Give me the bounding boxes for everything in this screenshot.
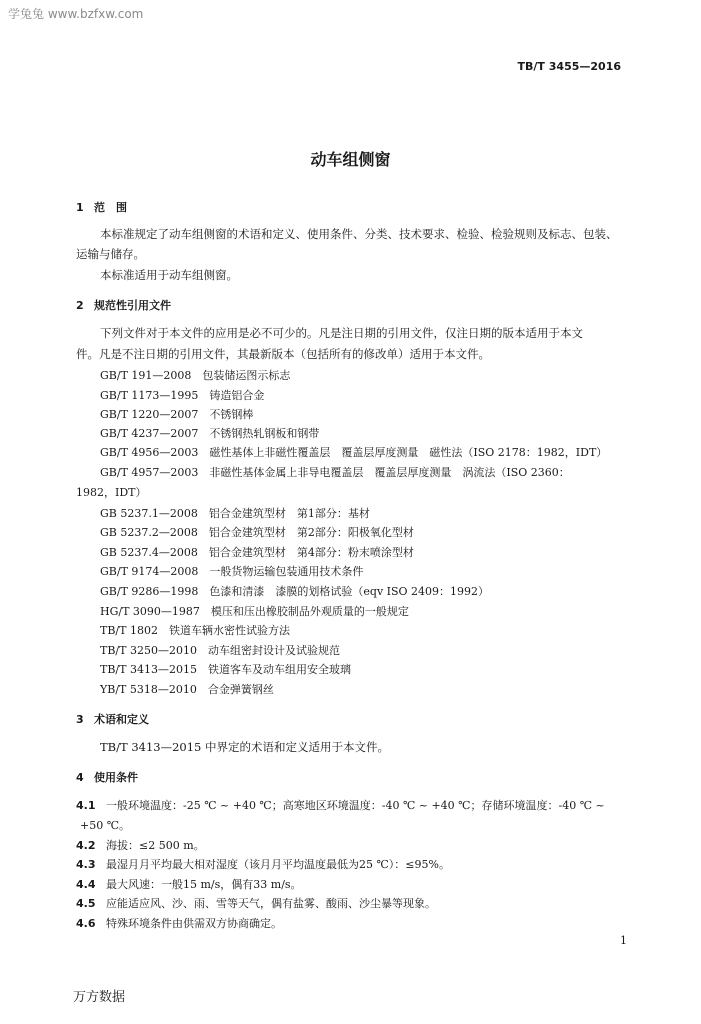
section-number: 4 [76, 771, 84, 784]
clause-text: +50 ℃。 [80, 819, 131, 832]
page-number: 1 [620, 934, 627, 947]
clause-text: 应能适应风、沙、雨、雪等天气，偶有盐雾、酸雨、沙尘暴等现象。 [106, 897, 436, 910]
condition-item [76, 876, 302, 892]
clause-text: 一般环境温度：-25 ℃ ~ +40 ℃；高寒地区环境温度：-40 ℃ ~ +40 ℃；存储环境温度：-40 ℃ ~ [106, 799, 605, 812]
clause-text: 特殊环境条件由供需双方协商确定。 [106, 917, 282, 930]
section-title: 范 围 [94, 201, 127, 214]
reference-item: GB 5237.2—2008 铝合金建筑型材 第2部分：阳极氧化型材 [100, 526, 414, 539]
section-heading [76, 711, 149, 727]
condition-item [76, 915, 282, 931]
condition-item [76, 856, 450, 872]
paragraph-line: 本标准适用于动车组侧窗。 [100, 268, 238, 282]
condition-item [76, 895, 436, 911]
paragraph-line: 件。凡是不注日期的引用文件，其最新版本（包括所有的修改单）适用于本文件。 [76, 347, 490, 361]
condition-item [76, 797, 605, 813]
clause-text: 最湿月月平均最大相对湿度（该月月平均温度最低为25 ℃）：≤95%。 [106, 858, 450, 871]
reference-item: GB/T 4957—2003 非磁性基体金属上非导电覆盖层 覆盖层厚度测量 涡流法（ISO 2360： [100, 466, 570, 479]
section-title: 术语和定义 [94, 713, 149, 726]
section-number: 3 [76, 713, 84, 726]
clause-number: 4.6 [76, 917, 96, 930]
reference-item: GB/T 4237—2007 不锈钢热轧钢板和钢带 [100, 427, 320, 440]
section-heading [76, 199, 127, 215]
clause-number: 4.2 [76, 839, 96, 852]
paragraph-line: 本标准规定了动车组侧窗的术语和定义、使用条件、分类、技术要求、检验、检验规则及标志、包装、 [100, 227, 618, 241]
reference-item: GB/T 4956—2003 磁性基体上非磁性覆盖层 覆盖层厚度测量 磁性法（ISO 2178：1982，IDT） [100, 446, 608, 459]
section-title: 使用条件 [94, 771, 138, 784]
reference-item: GB/T 1173—1995 铸造铝合金 [100, 389, 265, 402]
section-title: 规范性引用文件 [94, 299, 171, 312]
clause-number: 4.3 [76, 858, 96, 871]
paragraph-line: 下列文件对于本文件的应用是必不可少的。凡是注日期的引用文件，仅注日期的版本适用于本文 [100, 326, 583, 340]
reference-item: HG/T 3090—1987 模压和压出橡胶制品外观质量的一般规定 [100, 605, 409, 618]
reference-item: GB/T 1220—2007 不锈钢棒 [100, 408, 254, 421]
condition-item [76, 837, 205, 853]
reference-item: TB/T 3250—2010 动车组密封设计及试验规范 [100, 644, 340, 657]
clause-number: 4.4 [76, 878, 96, 891]
section-heading [76, 769, 138, 785]
reference-item: YB/T 5318—2010 合金弹簧钢丝 [100, 683, 274, 696]
reference-item: GB 5237.1—2008 铝合金建筑型材 第1部分：基材 [100, 507, 370, 520]
clause-number: 4.1 [76, 799, 96, 812]
clause-number: 4.5 [76, 897, 96, 910]
reference-item: GB 5237.4—2008 铝合金建筑型材 第4部分：粉末喷涂型材 [100, 546, 414, 559]
reference-item: TB/T 1802 铁道车辆水密性试验方法 [100, 624, 290, 637]
clause-text: 海拔：≤2 500 m。 [106, 839, 205, 852]
section-number: 1 [76, 201, 84, 214]
clause-text: 最大风速：一般15 m/s，偶有33 m/s。 [106, 878, 302, 891]
condition-item [80, 817, 130, 833]
footer-source: 万方数据 [73, 990, 126, 1005]
standard-number: TB/T 3455—2016 [517, 60, 621, 73]
reference-item: GB/T 9286—1998 色漆和清漆 漆膜的划格试验（eqv ISO 2409：1992） [100, 585, 490, 598]
paragraph-line: TB/T 3413—2015 中界定的术语和定义适用于本文件。 [100, 740, 390, 754]
section-heading [76, 297, 171, 313]
watermark: 学兔兔 www.bzfxw.com [8, 7, 144, 21]
page-title: 动车组侧窗 [310, 150, 391, 169]
reference-item: GB/T 9174—2008 一般货物运输包装通用技术条件 [100, 565, 364, 578]
reference-item: 1982，IDT） [76, 486, 147, 499]
section-number: 2 [76, 299, 84, 312]
paragraph-line: 运输与储存。 [76, 247, 145, 261]
reference-item: TB/T 3413—2015 铁道客车及动车组用安全玻璃 [100, 663, 351, 676]
reference-item: GB/T 191—2008 包装储运图示标志 [100, 369, 291, 382]
